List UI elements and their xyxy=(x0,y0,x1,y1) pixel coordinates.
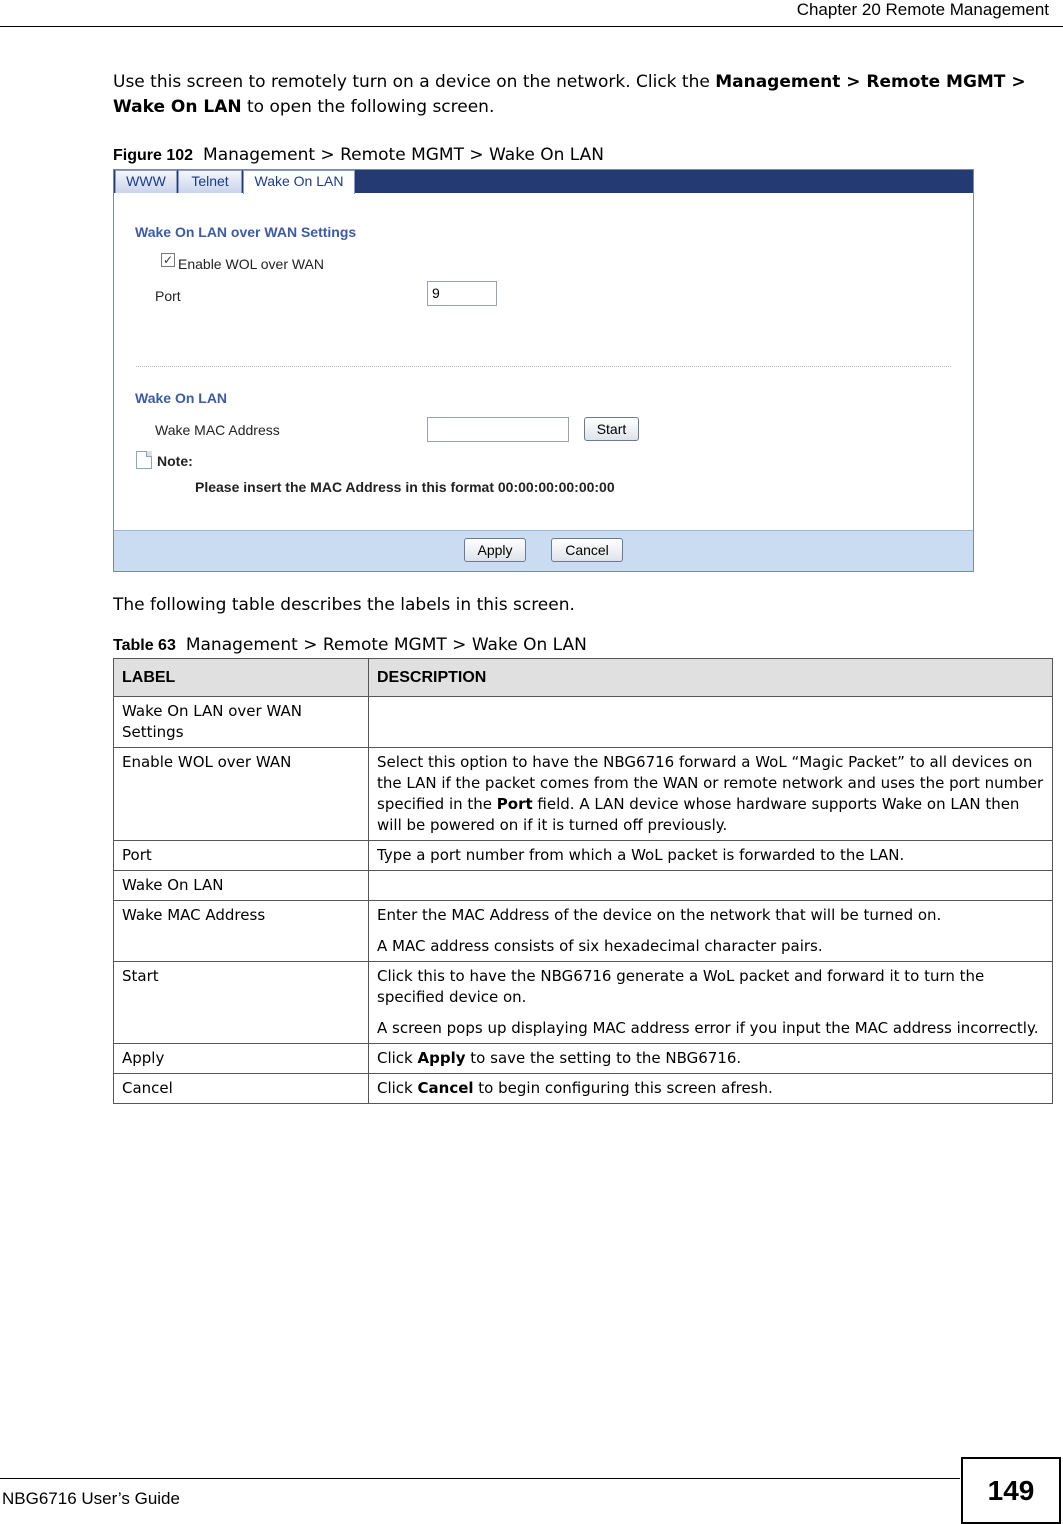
row-label: Start xyxy=(114,962,369,1044)
table-header-row xyxy=(114,659,1053,697)
desc-paragraph-1: Enter the MAC Address of the device on the network that will be turned on. xyxy=(377,906,942,924)
mac-address-input[interactable] xyxy=(427,417,569,442)
row-description xyxy=(369,697,1053,748)
desc-field-name: Port xyxy=(496,795,533,813)
guide-title: NBG6716 User’s Guide xyxy=(2,1489,180,1508)
desc-text-a: Click xyxy=(377,1049,418,1067)
note-label: Note: xyxy=(157,453,193,469)
desc-text-a: Click xyxy=(377,1079,418,1097)
enable-wol-checkbox[interactable]: ✓ xyxy=(162,253,174,267)
wol-section-title: Wake On LAN xyxy=(135,390,228,406)
mac-address-label: Wake MAC Address xyxy=(155,422,280,438)
col-header-description: DESCRIPTION xyxy=(369,659,1053,697)
row-description xyxy=(369,871,1053,901)
desc-text-a: Select this option to have the NBG6716 forward a WoL “Magic Packet” to all devices on the LAN if the packet comes from the WAN or remote network and uses the port number specified in the xyxy=(377,753,1044,813)
row-label: Wake On LAN xyxy=(114,871,369,901)
figure-caption-text: Management > Remote MGMT > Wake On LAN xyxy=(203,145,605,165)
table-caption xyxy=(113,635,587,655)
row-label: Enable WOL over WAN xyxy=(114,748,369,841)
col-header-label: LABEL xyxy=(114,659,369,697)
section-divider xyxy=(136,366,951,367)
table-caption-text: Management > Remote MGMT > Wake On LAN xyxy=(185,635,587,655)
desc-text-b: to save the setting to the NBG6716. xyxy=(465,1049,742,1067)
footer-rule xyxy=(0,1478,960,1479)
table-label: Table 63 xyxy=(113,637,176,654)
tab-wake-on-lan[interactable]: Wake On LAN xyxy=(243,170,355,194)
row-description xyxy=(369,748,1053,841)
row-description xyxy=(369,901,1053,962)
desc-paragraph-1: Click this to have the NBG6716 generate a WoL packet and forward it to turn the specified device on. xyxy=(377,967,985,1006)
row-label: Wake MAC Address xyxy=(114,901,369,962)
desc-field-name: Apply xyxy=(417,1049,466,1067)
row-description xyxy=(369,1074,1053,1104)
row-label: Cancel xyxy=(114,1074,369,1104)
table-row xyxy=(114,748,1053,841)
table-row xyxy=(114,1044,1053,1074)
chapter-title: Chapter 20 Remote Management xyxy=(796,0,1049,19)
note-icon xyxy=(136,451,152,469)
start-button[interactable]: Start xyxy=(584,417,639,441)
header-rule xyxy=(0,26,1063,27)
figure-caption xyxy=(113,145,604,165)
table-row xyxy=(114,901,1053,962)
table-row xyxy=(114,697,1053,748)
row-label: Wake On LAN over WAN Settings xyxy=(114,697,369,748)
intro-text-a: Use this screen to remotely turn on a device on the network. Click the xyxy=(113,72,716,92)
desc-paragraph-2: A screen pops up displaying MAC address error if you input the MAC address incorrectly. xyxy=(377,1019,1039,1037)
cancel-button[interactable]: Cancel xyxy=(551,538,623,562)
row-description xyxy=(369,1044,1053,1074)
table-row xyxy=(114,871,1053,901)
figure-label: Figure 102 xyxy=(113,147,194,164)
row-label: Apply xyxy=(114,1044,369,1074)
desc-paragraph-2: A MAC address consists of six hexadecimal character pairs. xyxy=(377,937,823,955)
apply-button[interactable]: Apply xyxy=(464,538,526,562)
tab-www[interactable]: WWW xyxy=(115,170,177,193)
table-row xyxy=(114,1074,1053,1104)
port-input[interactable]: 9 xyxy=(427,281,497,306)
table-intro: The following table describes the labels in this screen. xyxy=(113,595,575,615)
intro-text-b: to open the following screen. xyxy=(241,97,495,117)
desc-text-b: field. A LAN device whose hardware supports Wake on LAN then will be powered on if it is turned off previously. xyxy=(377,795,1020,834)
tab-bar xyxy=(114,170,973,193)
desc-text-b: to begin configuring this screen afresh. xyxy=(473,1079,773,1097)
wake-on-lan-screen xyxy=(113,169,974,572)
table-row xyxy=(114,841,1053,871)
page-number: 149 xyxy=(961,1457,1061,1524)
wol-wan-section-title: Wake On LAN over WAN Settings xyxy=(135,224,357,240)
tab-telnet[interactable]: Telnet xyxy=(178,170,242,193)
row-description xyxy=(369,962,1053,1044)
desc-field-name: Cancel xyxy=(417,1079,474,1097)
row-label: Port xyxy=(114,841,369,871)
note-text: Please insert the MAC Address in this format 00:00:00:00:00:00 xyxy=(195,479,615,495)
table-row xyxy=(114,962,1053,1044)
intro-paragraph xyxy=(113,70,1048,120)
labels-table xyxy=(113,658,1053,1104)
enable-wol-label: Enable WOL over WAN xyxy=(178,256,325,272)
port-label: Port xyxy=(155,288,181,304)
row-description: Type a port number from which a WoL packet is forwarded to the LAN. xyxy=(369,841,1053,871)
intro-menu-path: Management > Remote MGMT > Wake On LAN xyxy=(113,72,1026,117)
button-bar xyxy=(114,530,973,571)
